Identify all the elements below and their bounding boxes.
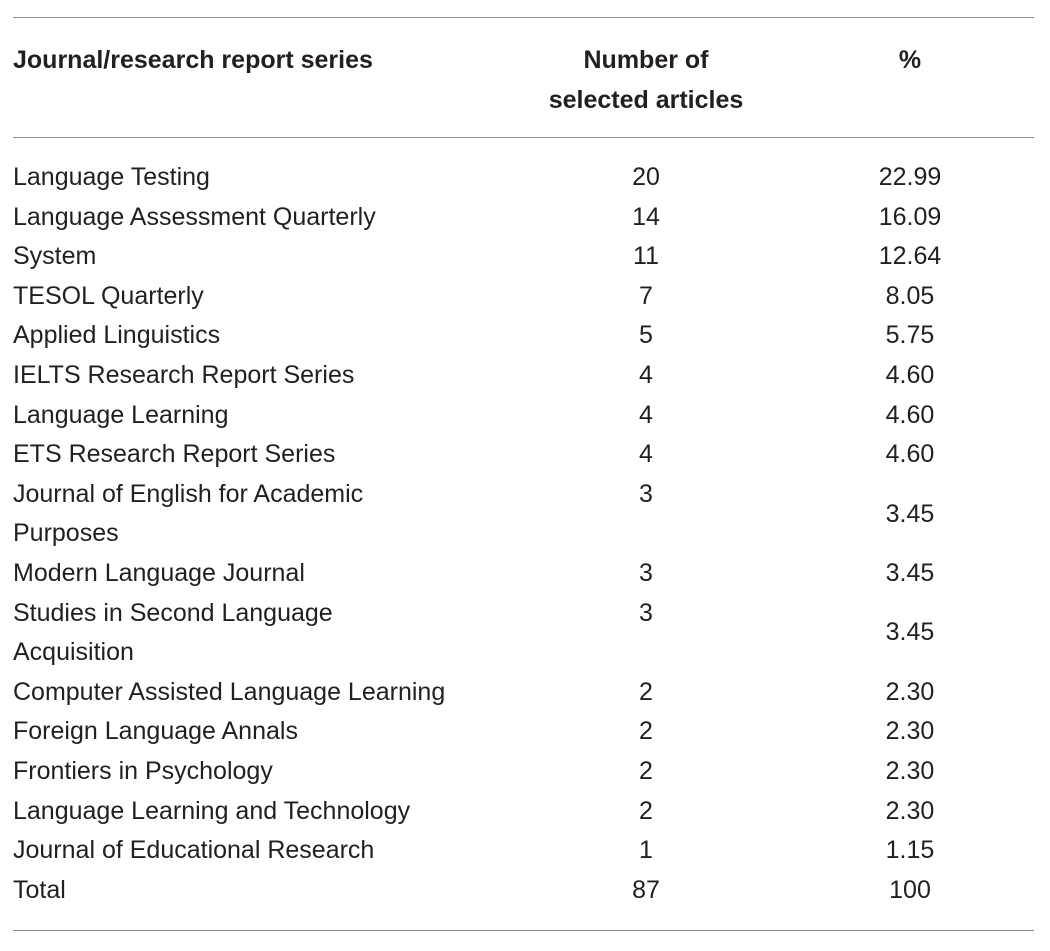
table-row bbox=[13, 198, 1034, 238]
table-row bbox=[13, 158, 1034, 198]
cell-percent: 2.30 bbox=[885, 796, 935, 825]
cell-count: 1 bbox=[639, 836, 653, 865]
cell-count: 2 bbox=[639, 796, 653, 825]
cell-journal bbox=[13, 316, 532, 356]
cell-journal bbox=[13, 356, 532, 396]
cell-journal-line: Total bbox=[13, 875, 66, 904]
table-row bbox=[13, 435, 1034, 475]
cell-count: 7 bbox=[639, 281, 653, 310]
table-row bbox=[13, 475, 1034, 554]
cell-journal-line: Computer Assisted Language Learning bbox=[13, 677, 446, 706]
cell-count: 14 bbox=[632, 202, 660, 231]
cell-percent: 22.99 bbox=[878, 163, 942, 191]
table-bottom-rule bbox=[13, 930, 1034, 931]
cell-journal-line: Modern Language Journal bbox=[13, 558, 305, 587]
cell-journal-line: Language Assessment Quarterly bbox=[13, 202, 376, 231]
cell-journal-line: System bbox=[13, 242, 97, 271]
cell-percent: 12.64 bbox=[878, 242, 942, 271]
cell-journal-line: Purposes bbox=[13, 519, 119, 548]
cell-journal bbox=[13, 435, 532, 475]
cell-journal bbox=[13, 792, 532, 832]
cell-journal-line: Studies in Second Language bbox=[13, 598, 333, 627]
table-row bbox=[13, 871, 1034, 911]
journal-table bbox=[13, 17, 1034, 931]
cell-journal-line: Acquisition bbox=[13, 638, 134, 667]
cell-journal bbox=[13, 277, 532, 317]
cell-count: 2 bbox=[639, 756, 653, 785]
cell-percent: 4.60 bbox=[885, 360, 935, 389]
cell-journal-line: Language Learning bbox=[13, 400, 229, 429]
cell-journal bbox=[13, 831, 532, 871]
cell-percent: 4.60 bbox=[885, 400, 935, 429]
cell-percent: 3.45 bbox=[885, 618, 935, 647]
cell-journal-line: Journal of English for Academic bbox=[13, 479, 364, 508]
cell-percent: 2.30 bbox=[885, 756, 935, 785]
cell-journal-line: Journal of Educational Research bbox=[13, 836, 375, 865]
cell-journal bbox=[13, 673, 532, 713]
cell-journal bbox=[13, 198, 532, 238]
table-body bbox=[13, 138, 1034, 930]
cell-count: 5 bbox=[639, 321, 653, 350]
cell-journal bbox=[13, 871, 532, 911]
table-row bbox=[13, 594, 1034, 673]
cell-percent: 2.30 bbox=[885, 717, 935, 746]
cell-count: 2 bbox=[639, 717, 653, 746]
header-journal: Journal/research report series bbox=[13, 46, 373, 74]
cell-journal bbox=[13, 396, 532, 436]
cell-journal-line: ETS Research Report Series bbox=[13, 440, 336, 469]
cell-percent: 3.45 bbox=[885, 499, 935, 528]
table-row bbox=[13, 396, 1034, 436]
cell-journal-line: Language Learning and Technology bbox=[13, 796, 411, 825]
cell-percent: 4.60 bbox=[885, 440, 935, 469]
header-percent: % bbox=[898, 46, 922, 74]
cell-journal-line: IELTS Research Report Series bbox=[13, 360, 355, 389]
table-row bbox=[13, 237, 1034, 277]
cell-journal bbox=[13, 475, 532, 554]
cell-percent: 3.45 bbox=[885, 558, 935, 587]
cell-journal bbox=[13, 158, 532, 198]
cell-count: 2 bbox=[639, 677, 653, 706]
cell-journal-line: Language Testing bbox=[13, 163, 210, 191]
table-row bbox=[13, 673, 1034, 713]
cell-count: 4 bbox=[639, 400, 653, 429]
cell-journal-line: Frontiers in Psychology bbox=[13, 756, 273, 785]
cell-count: 11 bbox=[633, 242, 659, 271]
cell-journal bbox=[13, 554, 532, 594]
cell-count: 4 bbox=[639, 440, 653, 469]
cell-journal-line: TESOL Quarterly bbox=[13, 281, 204, 310]
cell-journal bbox=[13, 237, 532, 277]
cell-journal bbox=[13, 752, 532, 792]
cell-percent: 8.05 bbox=[885, 281, 935, 310]
cell-count: 3 bbox=[639, 598, 653, 627]
cell-count: 87 bbox=[632, 875, 660, 904]
table-row bbox=[13, 831, 1034, 871]
header-count-line2: selected articles bbox=[548, 86, 744, 114]
cell-journal bbox=[13, 594, 532, 673]
table-row bbox=[13, 277, 1034, 317]
header-count bbox=[532, 40, 760, 120]
table-row bbox=[13, 752, 1034, 792]
cell-journal-line: Foreign Language Annals bbox=[13, 717, 298, 746]
table-row bbox=[13, 356, 1034, 396]
cell-count: 4 bbox=[639, 360, 653, 389]
cell-count: 3 bbox=[639, 479, 653, 508]
table-row bbox=[13, 712, 1034, 752]
table-row bbox=[13, 554, 1034, 594]
cell-percent: 2.30 bbox=[885, 677, 935, 706]
cell-count: 20 bbox=[632, 163, 660, 191]
cell-percent: 5.75 bbox=[885, 321, 935, 350]
cell-percent: 1.15 bbox=[885, 836, 935, 865]
cell-percent: 100 bbox=[889, 875, 931, 904]
cell-count: 3 bbox=[639, 558, 653, 587]
cell-journal-line: Applied Linguistics bbox=[13, 321, 221, 350]
cell-journal bbox=[13, 712, 532, 752]
table-row bbox=[13, 792, 1034, 832]
header-count-line1: Number of bbox=[583, 46, 709, 74]
cell-percent: 16.09 bbox=[878, 202, 942, 231]
table-row bbox=[13, 316, 1034, 356]
table-header bbox=[13, 18, 1034, 137]
